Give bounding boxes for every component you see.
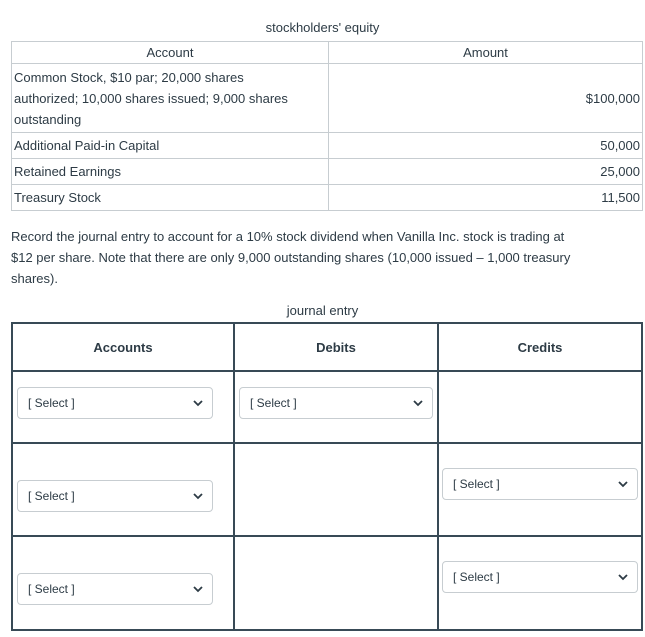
- header-credits: [437, 322, 643, 372]
- header-debits-label: Debits: [316, 339, 356, 355]
- table-row: [12, 133, 643, 159]
- header-account: Account: [12, 42, 329, 64]
- account-line: Common Stock, $10 par; 20,000 shares: [14, 69, 244, 85]
- account-cell: Retained Earnings: [12, 159, 329, 185]
- select-value: [ Select ]: [28, 582, 75, 596]
- table-row: [12, 159, 643, 185]
- instructions-line: Record the journal entry to account for a 10% stock dividend when Vanilla Inc. stock is trading at: [11, 229, 565, 244]
- row1-account-select[interactable]: [17, 387, 213, 419]
- row1-debit-select[interactable]: [239, 387, 433, 419]
- account-line: authorized; 10,000 shares issued; 9,000 shares: [14, 90, 288, 106]
- row2-debits-cell: [233, 442, 439, 537]
- instructions-line: $12 per share. Note that there are only 9,000 outstanding shares (10,000 issued – 1,000 treasury: [11, 250, 571, 265]
- chevron-down-icon: [617, 478, 629, 490]
- table-row: [12, 185, 643, 211]
- chevron-down-icon: [412, 397, 424, 409]
- amount-cell: 50,000: [329, 133, 643, 159]
- instructions: [11, 226, 636, 289]
- amount-cell: 25,000: [329, 159, 643, 185]
- header-debits: [233, 322, 439, 372]
- header-credits-label: Credits: [517, 339, 563, 355]
- row3-account-select[interactable]: [17, 573, 213, 605]
- select-value: [ Select ]: [453, 477, 500, 491]
- row1-credits-cell: [437, 370, 643, 444]
- row3-credit-select[interactable]: [442, 561, 638, 593]
- journal-table: [11, 322, 643, 631]
- select-value: [ Select ]: [250, 396, 297, 410]
- row2-account-select[interactable]: [17, 480, 213, 512]
- equity-table: [11, 41, 643, 211]
- chevron-down-icon: [617, 571, 629, 583]
- header-accounts: [11, 322, 235, 372]
- equity-header-row: [12, 42, 643, 64]
- chevron-down-icon: [192, 583, 204, 595]
- row2-credit-select[interactable]: [442, 468, 638, 500]
- select-value: [ Select ]: [28, 489, 75, 503]
- equity-caption: stockholders' equity: [265, 20, 380, 35]
- chevron-down-icon: [192, 490, 204, 502]
- account-cell: [12, 64, 329, 133]
- select-value: [ Select ]: [28, 396, 75, 410]
- amount-cell: 11,500: [329, 185, 643, 211]
- table-row: [12, 64, 643, 133]
- header-amount: Amount: [329, 42, 643, 64]
- account-line: outstanding: [14, 111, 82, 127]
- row3-debits-cell: [233, 535, 439, 631]
- chevron-down-icon: [192, 397, 204, 409]
- account-cell: Treasury Stock: [12, 185, 329, 211]
- select-value: [ Select ]: [453, 570, 500, 584]
- journal-caption: journal entry: [286, 303, 359, 318]
- amount-cell: $100,000: [329, 64, 643, 133]
- account-cell: Additional Paid-in Capital: [12, 133, 329, 159]
- instructions-line: shares).: [11, 271, 58, 286]
- header-accounts-label: Accounts: [93, 339, 153, 355]
